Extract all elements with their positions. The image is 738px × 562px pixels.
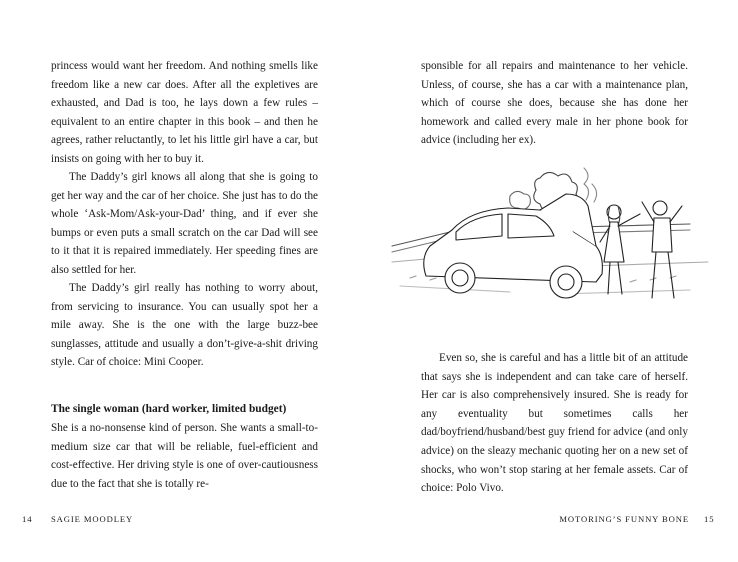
body-paragraph: Even so, she is careful and has a little bit of an attitude that says she is independent and can take care of herself. Her car is also comprehensively insured. She is ready for any eventuality but sometimes calls her dad/boyfriend/husband/best guy friend for advice (and only advice) on the sleazy mechanic quoting her on a new set of shocks, who won’t stop staring at her female assets. Car of choice: Polo Vivo. (421, 352, 688, 495)
body-paragraph: sponsible for all repairs and maintenance to her vehicle. Unless, of course, she has a car with a maintenance plan, which of course she does, because she has done her homework and called every male in her phone book for advice (including her ex). (421, 60, 688, 147)
body-paragraph: The Daddy’s girl really has nothing to worry about, from servicing to insurance. You can usually spot her a mile away. She is the one with the large buzz-bee sunglasses, attitude and usually a don’t-give-a-shit driving style. Car of choice: Mini Cooper. (51, 282, 318, 369)
section-heading: The single woman (hard worker, limited budget) (51, 403, 287, 415)
page-number-left: 14 (22, 514, 33, 524)
body-paragraph: The Daddy’s girl knows all along that she is going to get her way and the car of her choice. She just has to do the whole ‘Ask-Mom/Ask-your-Dad’ thing, and if ever she bumps or even puts a small scratch on the car Dad will see to it that it is repaired immediately. Her speeding fines are also settled for her. (51, 171, 318, 276)
running-head-right: MOTORING’S FUNNY BONE (559, 514, 689, 524)
car-breakdown-illustration (390, 166, 710, 312)
page-number-right: 15 (704, 514, 715, 524)
body-paragraph: princess would want her freedom. And nothing smells like freedom like a new car does. After all the expletives are exhausted, and Dad is too, he lays down a few rules – equivalent to an entire chapter in this book – and then he agrees, rather reluctantly, to let his little girl have a car, but insists on going with her to buy it. (51, 60, 318, 165)
body-paragraph: She is a no-nonsense kind of person. She wants a small-to-medium size car that will be reliable, fuel-efficient and cost-effective. Her driving style is one of over-cautiousness due to the fact that she is totally re- (51, 422, 318, 490)
running-head-left: SAGIE MOODLEY (51, 514, 134, 524)
